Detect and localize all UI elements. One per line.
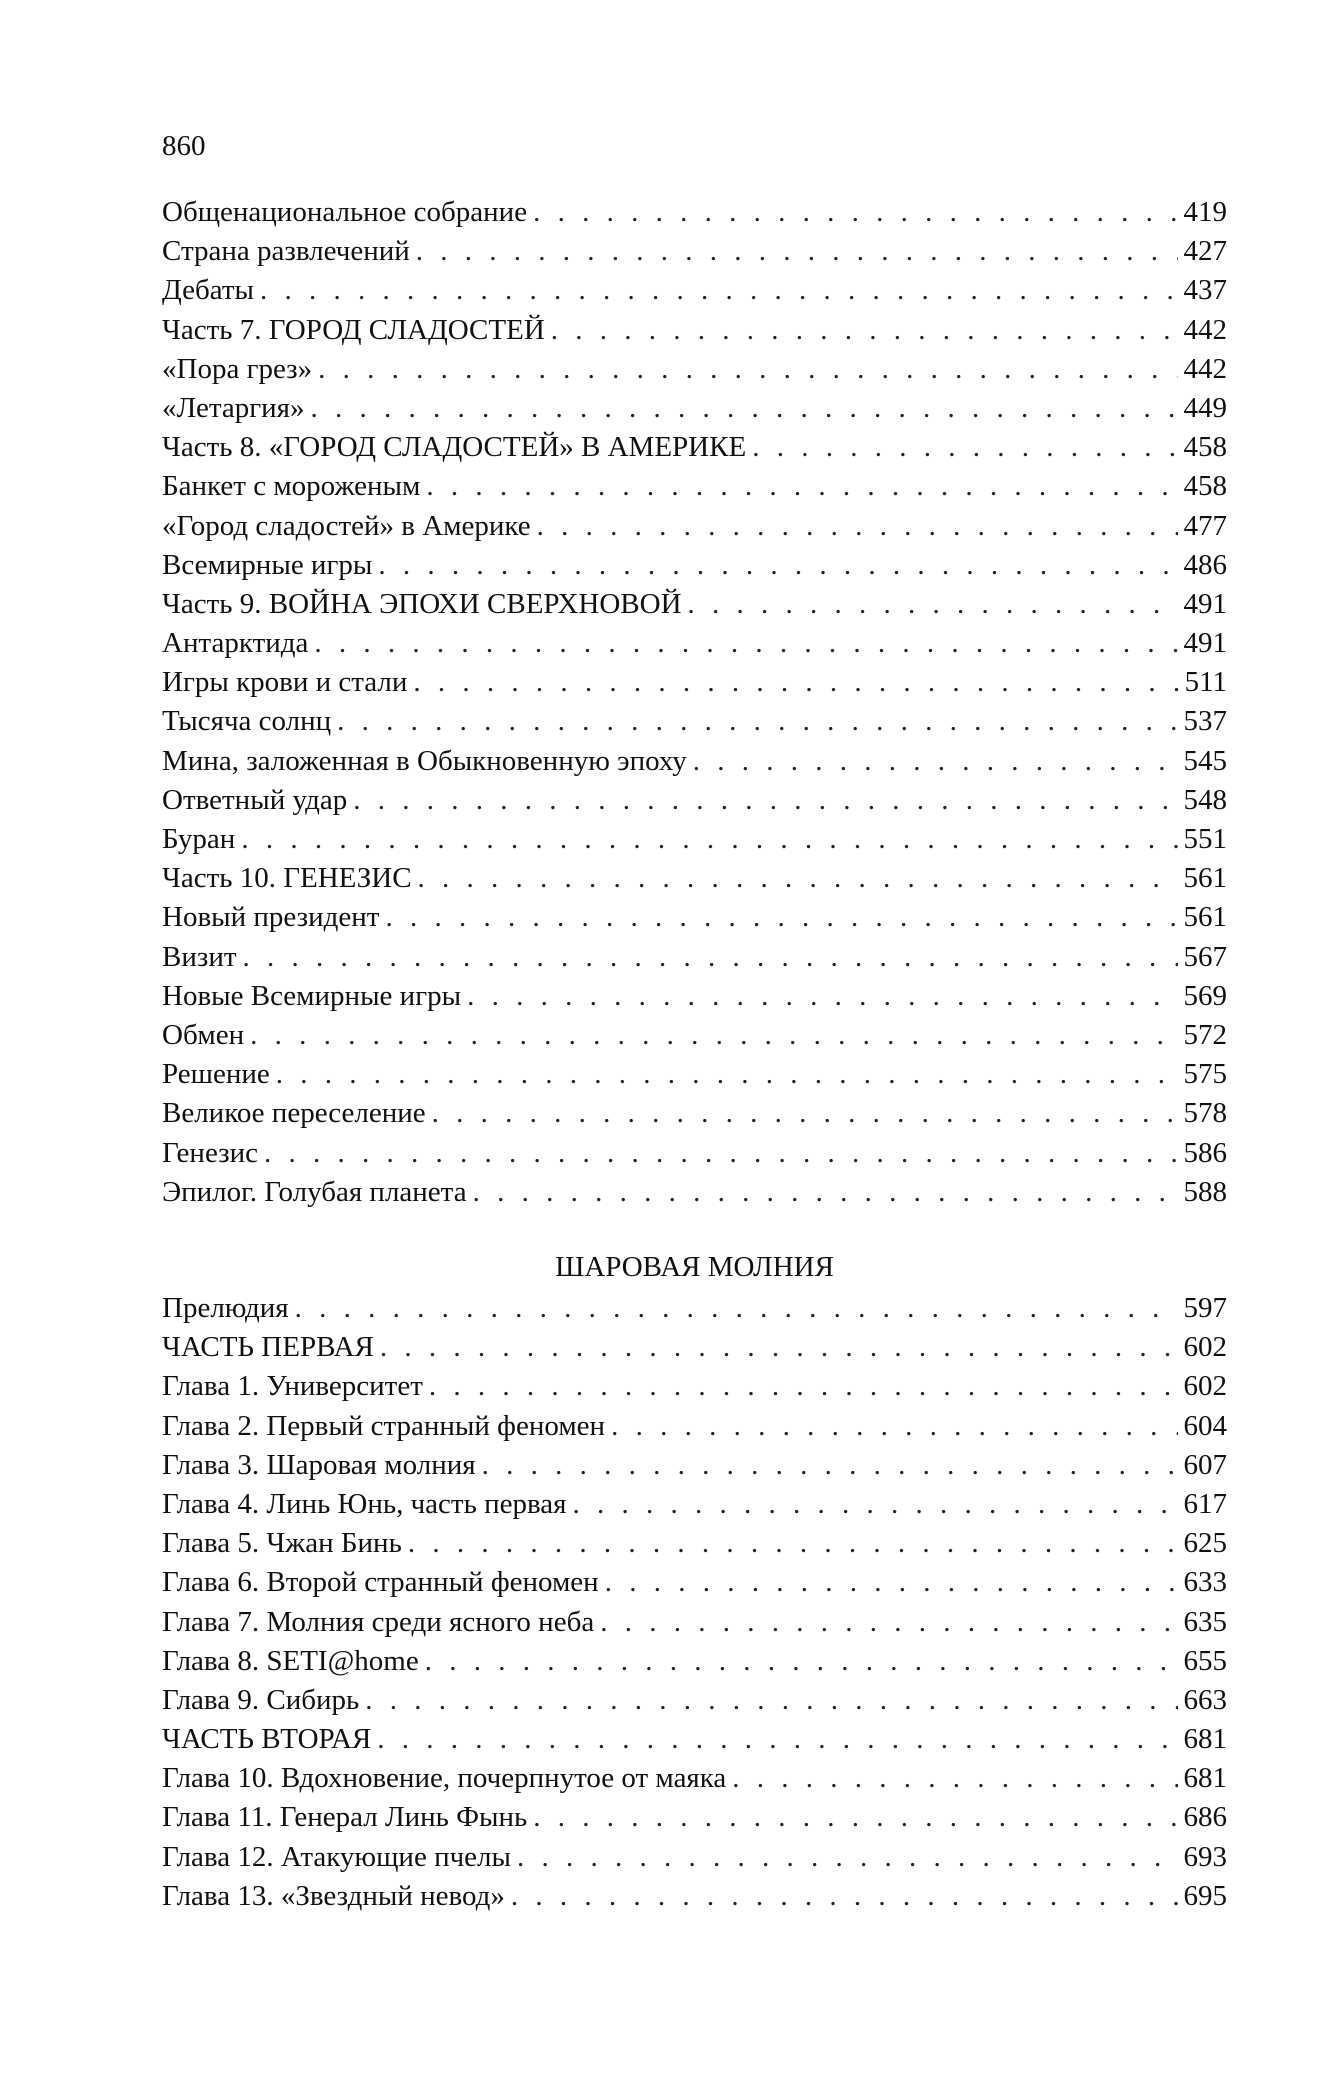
toc-entry-page: 597 [1183, 1292, 1227, 1324]
toc-entry [162, 232, 1227, 271]
toc-entry-title: Глава 4. Линь Юнь, часть первая [162, 1487, 567, 1520]
toc-entry-page: 537 [1183, 705, 1227, 738]
toc-entry [162, 1407, 1227, 1446]
toc-entry-page: 695 [1183, 1879, 1227, 1912]
toc-dot-leader [314, 624, 1177, 663]
toc-entry-page: 545 [1183, 744, 1227, 777]
toc-entry [162, 938, 1227, 977]
toc-entry [162, 1328, 1227, 1367]
toc-entry [162, 585, 1227, 624]
toc-entry-page: 567 [1183, 940, 1227, 973]
toc-dot-leader [337, 702, 1177, 741]
toc-entry-title: Ответный удар [162, 783, 348, 816]
toc-dot-leader [241, 820, 1177, 859]
toc-entry-page: 427 [1183, 235, 1227, 268]
toc-entry-title: Визит [162, 940, 237, 973]
toc-dot-leader [425, 1642, 1178, 1681]
toc-dot-leader [264, 1134, 1177, 1173]
toc-entry [162, 1603, 1227, 1642]
toc-entry-title: «Пора грез» [162, 352, 313, 385]
toc-entry-page: 578 [1183, 1097, 1227, 1130]
toc-entry [162, 742, 1227, 781]
toc-dot-leader [600, 1603, 1177, 1642]
toc-entry-page: 681 [1183, 1723, 1227, 1756]
toc-entry-page: 491 [1183, 627, 1227, 660]
toc-entry [162, 1720, 1227, 1759]
toc-entry [162, 1681, 1227, 1720]
toc-entry [162, 1877, 1227, 1916]
toc-entry-page: 607 [1183, 1448, 1227, 1481]
toc-entry [162, 311, 1227, 350]
toc-entry-title: Обмен [162, 1018, 245, 1051]
toc-entry [162, 1759, 1227, 1798]
toc-dot-leader [688, 585, 1178, 624]
toc-entry-page: 617 [1183, 1487, 1227, 1520]
toc-entry-title: Прелюдия [162, 1292, 289, 1324]
toc-entry [162, 271, 1227, 310]
toc-dot-leader [752, 428, 1177, 467]
toc-entry-title: Новые Всемирные игры [162, 979, 462, 1012]
toc-entry [162, 820, 1227, 859]
toc-entry-page: 572 [1183, 1018, 1227, 1051]
toc-entry-title: Банкет с мороженым [162, 470, 421, 503]
toc-dot-leader [250, 1016, 1177, 1055]
toc-entry-page: 486 [1183, 548, 1227, 581]
toc-entry-title: Часть 10. ГЕНЕЗИС [162, 862, 412, 895]
toc-entry-page: 575 [1183, 1058, 1227, 1091]
toc-entry [162, 1134, 1227, 1173]
toc-entry-title: ЧАСТЬ ВТОРАЯ [162, 1723, 372, 1756]
table-of-contents-bottom [162, 1289, 1227, 1916]
toc-entry-title: Генезис [162, 1136, 259, 1169]
toc-dot-leader [732, 1759, 1177, 1798]
toc-entry-page: 449 [1183, 391, 1227, 424]
toc-dot-leader [611, 1407, 1177, 1446]
section-title: ШАРОВАЯ МОЛНИЯ [555, 1251, 834, 1283]
toc-entry-title: ЧАСТЬ ПЕРВАЯ [162, 1331, 374, 1364]
toc-entry-title: Глава 11. Генерал Линь Фынь [162, 1801, 528, 1834]
toc-entry-title: Глава 3. Шаровая молния [162, 1448, 476, 1481]
toc-entry-title: Глава 10. Вдохновение, почерпнутое от маяка [162, 1762, 727, 1795]
toc-entry-title: Решение [162, 1058, 270, 1091]
toc-entry-page: 458 [1183, 470, 1227, 503]
toc-entry-page: 693 [1183, 1840, 1227, 1873]
toc-dot-leader [426, 467, 1177, 506]
toc-entry [162, 1367, 1227, 1406]
toc-entry-page: 633 [1183, 1566, 1227, 1599]
toc-entry-page: 419 [1183, 196, 1227, 228]
toc-dot-leader [432, 1094, 1178, 1133]
toc-entry [162, 1094, 1227, 1133]
toc-entry-title: Глава 7. Молния среди ясного неба [162, 1605, 595, 1638]
toc-dot-leader [418, 859, 1178, 898]
toc-dot-leader [416, 232, 1178, 271]
toc-dot-leader [295, 1289, 1178, 1328]
toc-entry-page: 442 [1183, 352, 1227, 385]
toc-entry [162, 1055, 1227, 1094]
toc-entry-title: Глава 5. Чжан Бинь [162, 1527, 402, 1560]
toc-entry-title: Буран [162, 823, 236, 855]
toc-dot-leader [260, 271, 1177, 310]
toc-entry [162, 1173, 1227, 1212]
toc-entry [162, 1446, 1227, 1485]
toc-dot-leader [429, 1367, 1178, 1406]
toc-entry-title: Новый президент [162, 901, 380, 934]
toc-entry-title: Часть 7. ГОРОД СЛАДОСТЕЙ [162, 313, 545, 346]
toc-dot-leader [693, 742, 1178, 781]
toc-entry-title: Глава 9. Сибирь [162, 1683, 360, 1716]
toc-dot-leader [533, 193, 1177, 232]
toc-dot-leader [365, 1681, 1177, 1720]
toc-dot-leader [380, 1328, 1178, 1367]
toc-entry-title: Глава 2. Первый странный феномен [162, 1409, 606, 1442]
toc-dot-leader [482, 1446, 1178, 1485]
toc-entry-title: Часть 8. «ГОРОД СЛАДОСТЕЙ» В АМЕРИКЕ [162, 431, 747, 464]
toc-entry [162, 1016, 1227, 1055]
toc-entry-title: Антарктида [162, 627, 309, 660]
toc-entry [162, 350, 1227, 389]
toc-entry-page: 437 [1183, 274, 1227, 307]
toc-entry [162, 193, 1227, 232]
toc-entry [162, 859, 1227, 898]
toc-entry [162, 1485, 1227, 1524]
toc-entry-title: «Город сладостей» в Америке [162, 509, 531, 542]
toc-entry-page: 569 [1183, 979, 1227, 1012]
toc-entry-page: 551 [1183, 823, 1227, 855]
toc-entry [162, 428, 1227, 467]
toc-entry-page: 625 [1183, 1527, 1227, 1560]
toc-dot-leader [467, 977, 1177, 1016]
toc-entry-title: Дебаты [162, 274, 255, 307]
toc-entry-title: Глава 6. Второй странный феномен [162, 1566, 599, 1599]
toc-entry-page: 686 [1183, 1801, 1227, 1834]
toc-entry [162, 702, 1227, 741]
toc-entry-page: 635 [1183, 1605, 1227, 1638]
toc-entry-page: 442 [1183, 313, 1227, 346]
toc-dot-leader [573, 1485, 1178, 1524]
toc-entry [162, 898, 1227, 937]
toc-entry [162, 781, 1227, 820]
toc-dot-leader [243, 938, 1178, 977]
toc-dot-leader [408, 1524, 1178, 1563]
toc-entry-page: 655 [1183, 1644, 1227, 1677]
toc-dot-leader [311, 389, 1178, 428]
toc-entry-title: Глава 13. «Звездный невод» [162, 1879, 505, 1912]
toc-entry-title: Страна развлечений [162, 235, 410, 268]
page-number: 860 [162, 130, 206, 162]
toc-entry [162, 1563, 1227, 1602]
toc-entry [162, 546, 1227, 585]
toc-entry [162, 1798, 1227, 1837]
toc-entry-title: Тысяча солнц [162, 705, 332, 738]
toc-entry-title: Глава 8. SETI@home [162, 1644, 419, 1677]
toc-entry-title: Всемирные игры [162, 548, 373, 581]
table-of-contents-top [162, 193, 1227, 1212]
toc-dot-leader [605, 1563, 1178, 1602]
toc-entry-page: 602 [1183, 1370, 1227, 1403]
toc-entry-page: 477 [1183, 509, 1227, 542]
toc-entry-page: 586 [1183, 1136, 1227, 1169]
toc-dot-leader [318, 350, 1177, 389]
toc-entry [162, 1838, 1227, 1877]
toc-entry-page: 491 [1183, 587, 1227, 620]
toc-entry-page: 588 [1183, 1175, 1227, 1208]
toc-dot-leader [276, 1055, 1178, 1094]
toc-dot-leader [473, 1173, 1178, 1212]
toc-entry-page: 604 [1183, 1409, 1227, 1442]
toc-entry-title: Часть 9. ВОЙНА ЭПОХИ СВЕРХНОВОЙ [162, 587, 682, 620]
toc-entry-title: «Летаргия» [162, 391, 305, 424]
toc-entry-title: Глава 12. Атакующие пчелы [162, 1840, 512, 1873]
toc-entry-title: Великое переселение [162, 1097, 426, 1130]
toc-dot-leader [377, 1720, 1177, 1759]
toc-entry-page: 548 [1183, 783, 1227, 816]
toc-entry-page: 511 [1184, 666, 1227, 699]
toc-entry-page: 663 [1183, 1683, 1227, 1716]
toc-entry [162, 1524, 1227, 1563]
toc-dot-leader [551, 311, 1178, 350]
toc-entry [162, 977, 1227, 1016]
toc-entry [162, 507, 1227, 546]
toc-entry-page: 561 [1183, 862, 1227, 895]
toc-entry-title: Мина, заложенная в Обыкновенную эпоху [162, 744, 687, 777]
toc-entry-page: 561 [1183, 901, 1227, 934]
toc-entry-page: 602 [1183, 1331, 1227, 1364]
toc-dot-leader [533, 1798, 1177, 1837]
toc-dot-leader [517, 1838, 1177, 1877]
toc-dot-leader [511, 1877, 1178, 1916]
toc-dot-leader [353, 781, 1177, 820]
toc-entry [162, 1289, 1227, 1328]
toc-dot-leader [378, 546, 1177, 585]
toc-entry [162, 389, 1227, 428]
toc-entry-title: Игры крови и стали [162, 666, 408, 699]
toc-entry [162, 467, 1227, 506]
toc-entry-title: Эпилог. Голубая планета [162, 1175, 467, 1208]
toc-entry-title: Глава 1. Университет [162, 1370, 423, 1403]
toc-entry [162, 663, 1227, 702]
toc-entry-page: 681 [1183, 1762, 1227, 1795]
toc-dot-leader [385, 898, 1177, 937]
toc-entry [162, 1642, 1227, 1681]
toc-entry-title: Общенациональное собрание [162, 196, 528, 228]
toc-dot-leader [413, 663, 1178, 702]
toc-entry [162, 624, 1227, 663]
toc-dot-leader [537, 507, 1178, 546]
toc-entry-page: 458 [1183, 431, 1227, 464]
